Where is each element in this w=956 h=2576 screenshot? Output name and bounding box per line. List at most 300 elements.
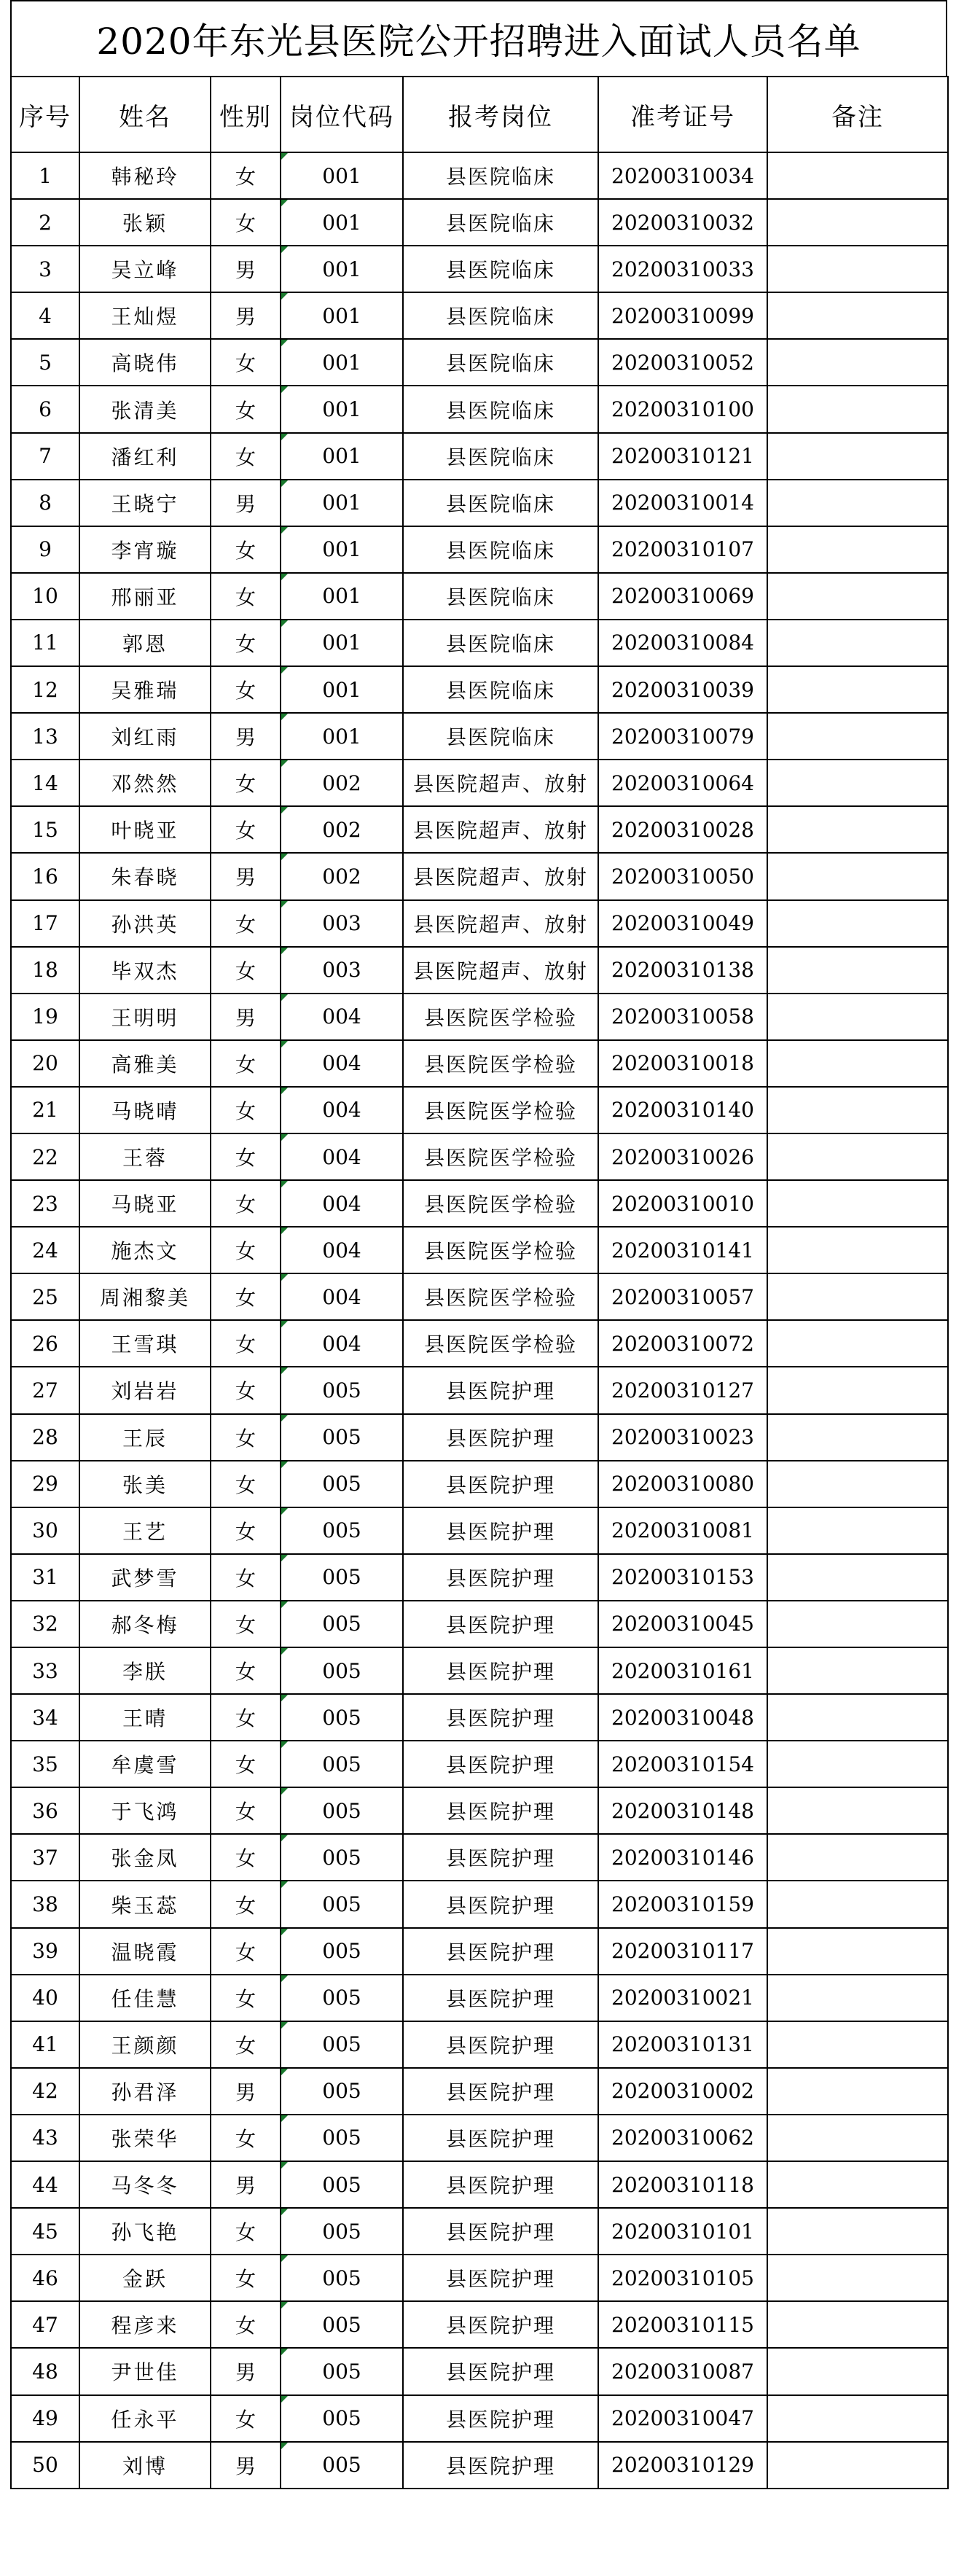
row-post: 县医院护理 — [403, 1554, 598, 1601]
row-post: 县医院护理 — [403, 1461, 598, 1507]
row-no: 20 — [11, 1040, 79, 1087]
row-exam-id: 20200310058 — [598, 994, 767, 1040]
row-no: 14 — [11, 760, 79, 806]
table-row — [11, 1320, 948, 1367]
table-row — [11, 2255, 948, 2301]
row-exam-id: 20200310087 — [598, 2348, 767, 2394]
row-note — [767, 760, 948, 806]
row-no: 50 — [11, 2442, 79, 2489]
row-name: 程彦来 — [79, 2301, 211, 2348]
header-gender: 性别 — [211, 77, 281, 152]
roster-sheet — [10, 0, 947, 2489]
row-code: 004 — [281, 1227, 403, 1273]
row-post: 县医院医学检验 — [403, 1133, 598, 1180]
row-no: 42 — [11, 2068, 79, 2115]
row-name: 吴立峰 — [79, 246, 211, 292]
table-row — [11, 1227, 948, 1273]
row-note — [767, 480, 948, 526]
row-name: 王雪琪 — [79, 1320, 211, 1367]
row-code: 004 — [281, 1273, 403, 1320]
row-code: 002 — [281, 806, 403, 853]
row-exam-id: 20200310159 — [598, 1881, 767, 1927]
row-gender: 女 — [211, 1273, 281, 1320]
row-code: 005 — [281, 1787, 403, 1834]
row-name: 邓然然 — [79, 760, 211, 806]
row-code: 005 — [281, 1834, 403, 1881]
row-name: 王颜颜 — [79, 2021, 211, 2068]
table-row — [11, 760, 948, 806]
table-row — [11, 1601, 948, 1647]
row-gender: 女 — [211, 1834, 281, 1881]
interview-roster-table — [10, 76, 949, 2489]
row-exam-id: 20200310047 — [598, 2395, 767, 2442]
row-note — [767, 1741, 948, 1787]
table-row — [11, 2442, 948, 2489]
row-gender: 女 — [211, 1601, 281, 1647]
row-gender: 女 — [211, 1975, 281, 2021]
row-code: 005 — [281, 1647, 403, 1694]
row-gender: 女 — [211, 1647, 281, 1694]
row-exam-id: 20200310032 — [598, 199, 767, 246]
row-note — [767, 1414, 948, 1461]
row-post: 县医院临床 — [403, 713, 598, 760]
row-code: 004 — [281, 1133, 403, 1180]
row-name: 马晓晴 — [79, 1087, 211, 1133]
row-post: 县医院临床 — [403, 433, 598, 480]
row-gender: 女 — [211, 386, 281, 432]
row-exam-id: 20200310064 — [598, 760, 767, 806]
table-row — [11, 1881, 948, 1927]
row-exam-id: 20200310018 — [598, 1040, 767, 1087]
row-note — [767, 1367, 948, 1413]
row-name: 张荣华 — [79, 2115, 211, 2161]
row-note — [767, 386, 948, 432]
row-no: 9 — [11, 526, 79, 573]
row-no: 7 — [11, 433, 79, 480]
row-exam-id: 20200310127 — [598, 1367, 767, 1413]
row-post: 县医院临床 — [403, 620, 598, 666]
row-gender: 男 — [211, 2348, 281, 2394]
row-exam-id: 20200310117 — [598, 1928, 767, 1975]
row-no: 39 — [11, 1928, 79, 1975]
row-exam-id: 20200310034 — [598, 152, 767, 199]
page-title: 2020年东光县医院公开招聘进入面试人员名单 — [10, 0, 947, 76]
row-exam-id: 20200310026 — [598, 1133, 767, 1180]
row-note — [767, 994, 948, 1040]
row-post: 县医院护理 — [403, 1507, 598, 1554]
row-exam-id: 20200310028 — [598, 806, 767, 853]
row-note — [767, 1461, 948, 1507]
table-row — [11, 1694, 948, 1741]
row-name: 高晓伟 — [79, 339, 211, 386]
row-post: 县医院护理 — [403, 2068, 598, 2115]
row-name: 金跃 — [79, 2255, 211, 2301]
row-name: 尹世佳 — [79, 2348, 211, 2394]
row-name: 马冬冬 — [79, 2161, 211, 2208]
row-note — [767, 1087, 948, 1133]
table-row — [11, 2208, 948, 2255]
row-no: 4 — [11, 292, 79, 339]
row-code: 004 — [281, 1040, 403, 1087]
roster-body — [11, 152, 948, 2489]
row-name: 王明明 — [79, 994, 211, 1040]
row-exam-id: 20200310049 — [598, 900, 767, 947]
row-no: 32 — [11, 1601, 79, 1647]
row-note — [767, 1694, 948, 1741]
row-code: 005 — [281, 1554, 403, 1601]
table-row — [11, 2068, 948, 2115]
row-name: 牟虞雪 — [79, 1741, 211, 1787]
row-code: 005 — [281, 2021, 403, 2068]
table-row — [11, 152, 948, 199]
row-code: 005 — [281, 1881, 403, 1927]
row-exam-id: 20200310131 — [598, 2021, 767, 2068]
row-gender: 男 — [211, 853, 281, 899]
table-row — [11, 2115, 948, 2161]
table-row — [11, 573, 948, 620]
row-post: 县医院超声、放射 — [403, 760, 598, 806]
row-no: 44 — [11, 2161, 79, 2208]
table-row — [11, 2021, 948, 2068]
row-exam-id: 20200310081 — [598, 1507, 767, 1554]
row-gender: 女 — [211, 1133, 281, 1180]
row-code: 005 — [281, 1601, 403, 1647]
row-note — [767, 573, 948, 620]
row-gender: 女 — [211, 1227, 281, 1273]
row-note — [767, 620, 948, 666]
row-name: 邢丽亚 — [79, 573, 211, 620]
row-gender: 女 — [211, 152, 281, 199]
row-code: 001 — [281, 620, 403, 666]
row-post: 县医院临床 — [403, 339, 598, 386]
row-no: 8 — [11, 480, 79, 526]
row-no: 40 — [11, 1975, 79, 2021]
table-row — [11, 1741, 948, 1787]
row-exam-id: 20200310014 — [598, 480, 767, 526]
row-name: 温晓霞 — [79, 1928, 211, 1975]
row-post: 县医院护理 — [403, 1787, 598, 1834]
row-post: 县医院临床 — [403, 152, 598, 199]
row-gender: 男 — [211, 246, 281, 292]
row-name: 王辰 — [79, 1414, 211, 1461]
row-name: 李宵璇 — [79, 526, 211, 573]
table-row — [11, 1554, 948, 1601]
row-note — [767, 2115, 948, 2161]
row-no: 5 — [11, 339, 79, 386]
row-note — [767, 2068, 948, 2115]
row-code: 001 — [281, 480, 403, 526]
table-row — [11, 526, 948, 573]
row-exam-id: 20200310154 — [598, 1741, 767, 1787]
row-name: 孙洪英 — [79, 900, 211, 947]
row-code: 001 — [281, 152, 403, 199]
row-post: 县医院医学检验 — [403, 994, 598, 1040]
table-row — [11, 1507, 948, 1554]
row-note — [767, 1881, 948, 1927]
row-note — [767, 1040, 948, 1087]
row-exam-id: 20200310080 — [598, 1461, 767, 1507]
row-gender: 女 — [211, 1928, 281, 1975]
row-no: 43 — [11, 2115, 79, 2161]
row-no: 22 — [11, 1133, 79, 1180]
row-post: 县医院临床 — [403, 666, 598, 713]
table-row — [11, 994, 948, 1040]
row-code: 003 — [281, 947, 403, 994]
row-code: 005 — [281, 1461, 403, 1507]
row-note — [767, 1834, 948, 1881]
row-no: 28 — [11, 1414, 79, 1461]
row-note — [767, 152, 948, 199]
row-gender: 女 — [211, 433, 281, 480]
row-code: 005 — [281, 1507, 403, 1554]
row-name: 朱春晓 — [79, 853, 211, 899]
row-note — [767, 666, 948, 713]
row-no: 36 — [11, 1787, 79, 1834]
row-code: 003 — [281, 900, 403, 947]
row-name: 潘红利 — [79, 433, 211, 480]
row-no: 21 — [11, 1087, 79, 1133]
row-code: 005 — [281, 2255, 403, 2301]
row-post: 县医院超声、放射 — [403, 806, 598, 853]
row-no: 15 — [11, 806, 79, 853]
row-no: 31 — [11, 1554, 79, 1601]
row-gender: 女 — [211, 1414, 281, 1461]
row-post: 县医院医学检验 — [403, 1087, 598, 1133]
row-code: 001 — [281, 433, 403, 480]
header-post: 报考岗位 — [403, 77, 598, 152]
row-code: 005 — [281, 1928, 403, 1975]
row-note — [767, 1975, 948, 2021]
row-post: 县医院医学检验 — [403, 1040, 598, 1087]
row-gender: 男 — [211, 713, 281, 760]
row-exam-id: 20200310107 — [598, 526, 767, 573]
row-code: 004 — [281, 994, 403, 1040]
row-gender: 女 — [211, 1694, 281, 1741]
row-post: 县医院临床 — [403, 480, 598, 526]
row-note — [767, 1647, 948, 1694]
table-row — [11, 947, 948, 994]
row-no: 18 — [11, 947, 79, 994]
row-code: 004 — [281, 1180, 403, 1227]
row-no: 29 — [11, 1461, 79, 1507]
row-gender: 女 — [211, 1087, 281, 1133]
row-no: 26 — [11, 1320, 79, 1367]
row-gender: 女 — [211, 760, 281, 806]
row-gender: 女 — [211, 1881, 281, 1927]
row-post: 县医院护理 — [403, 2442, 598, 2489]
row-name: 张颖 — [79, 199, 211, 246]
row-no: 27 — [11, 1367, 79, 1413]
row-no: 41 — [11, 2021, 79, 2068]
row-post: 县医院护理 — [403, 1647, 598, 1694]
row-name: 吴雅瑞 — [79, 666, 211, 713]
row-exam-id: 20200310121 — [598, 433, 767, 480]
row-note — [767, 2395, 948, 2442]
row-code: 001 — [281, 386, 403, 432]
row-gender: 女 — [211, 2208, 281, 2255]
row-no: 37 — [11, 1834, 79, 1881]
table-row — [11, 713, 948, 760]
row-exam-id: 20200310069 — [598, 573, 767, 620]
row-post: 县医院临床 — [403, 292, 598, 339]
row-name: 施杰文 — [79, 1227, 211, 1273]
header-exam-id: 准考证号 — [598, 77, 767, 152]
row-post: 县医院超声、放射 — [403, 900, 598, 947]
row-gender: 女 — [211, 2115, 281, 2161]
row-gender: 女 — [211, 947, 281, 994]
row-code: 001 — [281, 199, 403, 246]
row-no: 6 — [11, 386, 79, 432]
row-gender: 女 — [211, 1787, 281, 1834]
header-row — [11, 77, 948, 152]
table-row — [11, 1133, 948, 1180]
row-post: 县医院护理 — [403, 1834, 598, 1881]
table-row — [11, 900, 948, 947]
row-code: 001 — [281, 339, 403, 386]
row-note — [767, 2348, 948, 2394]
row-post: 县医院护理 — [403, 1414, 598, 1461]
row-note — [767, 2301, 948, 2348]
row-gender: 男 — [211, 2068, 281, 2115]
row-no: 49 — [11, 2395, 79, 2442]
row-note — [767, 1133, 948, 1180]
row-no: 12 — [11, 666, 79, 713]
row-name: 刘岩岩 — [79, 1367, 211, 1413]
row-exam-id: 20200310129 — [598, 2442, 767, 2489]
row-code: 001 — [281, 246, 403, 292]
row-name: 马晓亚 — [79, 1180, 211, 1227]
row-post: 县医院医学检验 — [403, 1180, 598, 1227]
row-note — [767, 526, 948, 573]
row-post: 县医院护理 — [403, 1881, 598, 1927]
row-note — [767, 1273, 948, 1320]
row-post: 县医院临床 — [403, 246, 598, 292]
row-note — [767, 433, 948, 480]
row-exam-id: 20200310072 — [598, 1320, 767, 1367]
row-exam-id: 20200310052 — [598, 339, 767, 386]
row-no: 23 — [11, 1180, 79, 1227]
row-gender: 女 — [211, 1461, 281, 1507]
table-row — [11, 1834, 948, 1881]
row-exam-id: 20200310115 — [598, 2301, 767, 2348]
row-gender: 女 — [211, 2021, 281, 2068]
row-no: 35 — [11, 1741, 79, 1787]
row-note — [767, 1554, 948, 1601]
row-gender: 女 — [211, 526, 281, 573]
row-post: 县医院护理 — [403, 1928, 598, 1975]
row-code: 005 — [281, 2442, 403, 2489]
table-row — [11, 292, 948, 339]
row-exam-id: 20200310021 — [598, 1975, 767, 2021]
row-gender: 女 — [211, 620, 281, 666]
row-gender: 女 — [211, 339, 281, 386]
table-row — [11, 1087, 948, 1133]
row-note — [767, 2255, 948, 2301]
row-no: 19 — [11, 994, 79, 1040]
row-code: 001 — [281, 526, 403, 573]
row-exam-id: 20200310039 — [598, 666, 767, 713]
header-no: 序号 — [11, 77, 79, 152]
row-gender: 男 — [211, 480, 281, 526]
table-row — [11, 246, 948, 292]
row-code: 005 — [281, 2301, 403, 2348]
row-post: 县医院医学检验 — [403, 1320, 598, 1367]
row-no: 2 — [11, 199, 79, 246]
row-note — [767, 947, 948, 994]
table-row — [11, 620, 948, 666]
row-note — [767, 1928, 948, 1975]
row-gender: 女 — [211, 666, 281, 713]
row-code: 002 — [281, 760, 403, 806]
row-name: 李朕 — [79, 1647, 211, 1694]
row-exam-id: 20200310146 — [598, 1834, 767, 1881]
header-code: 岗位代码 — [281, 77, 403, 152]
row-no: 33 — [11, 1647, 79, 1694]
row-code: 001 — [281, 713, 403, 760]
row-gender: 女 — [211, 2395, 281, 2442]
table-row — [11, 1414, 948, 1461]
row-gender: 男 — [211, 2442, 281, 2489]
row-post: 县医院临床 — [403, 573, 598, 620]
table-row — [11, 1367, 948, 1413]
row-post: 县医院临床 — [403, 386, 598, 432]
row-gender: 男 — [211, 292, 281, 339]
row-code: 004 — [281, 1087, 403, 1133]
row-code: 001 — [281, 292, 403, 339]
row-code: 005 — [281, 2115, 403, 2161]
row-exam-id: 20200310138 — [598, 947, 767, 994]
row-code: 005 — [281, 2068, 403, 2115]
row-post: 县医院护理 — [403, 2255, 598, 2301]
row-exam-id: 20200310002 — [598, 2068, 767, 2115]
row-code: 005 — [281, 2348, 403, 2394]
row-name: 孙君泽 — [79, 2068, 211, 2115]
row-no: 10 — [11, 573, 79, 620]
row-no: 13 — [11, 713, 79, 760]
row-code: 005 — [281, 2208, 403, 2255]
row-note — [767, 339, 948, 386]
row-note — [767, 1601, 948, 1647]
row-post: 县医院护理 — [403, 1741, 598, 1787]
table-row — [11, 1647, 948, 1694]
row-post: 县医院医学检验 — [403, 1273, 598, 1320]
row-gender: 女 — [211, 1040, 281, 1087]
table-row — [11, 2161, 948, 2208]
row-post: 县医院护理 — [403, 2395, 598, 2442]
row-name: 郝冬梅 — [79, 1601, 211, 1647]
row-name: 刘红雨 — [79, 713, 211, 760]
row-post: 县医院护理 — [403, 1975, 598, 2021]
row-exam-id: 20200310062 — [598, 2115, 767, 2161]
row-name: 王蓉 — [79, 1133, 211, 1180]
row-name: 刘博 — [79, 2442, 211, 2489]
row-name: 王晴 — [79, 1694, 211, 1741]
row-exam-id: 20200310050 — [598, 853, 767, 899]
header-name: 姓名 — [79, 77, 211, 152]
row-name: 张美 — [79, 1461, 211, 1507]
row-note — [767, 2442, 948, 2489]
row-no: 47 — [11, 2301, 79, 2348]
row-gender: 女 — [211, 199, 281, 246]
row-note — [767, 246, 948, 292]
row-note — [767, 713, 948, 760]
row-exam-id: 20200310045 — [598, 1601, 767, 1647]
row-exam-id: 20200310084 — [598, 620, 767, 666]
row-exam-id: 20200310100 — [598, 386, 767, 432]
row-code: 005 — [281, 2161, 403, 2208]
table-row — [11, 1040, 948, 1087]
row-post: 县医院护理 — [403, 1694, 598, 1741]
